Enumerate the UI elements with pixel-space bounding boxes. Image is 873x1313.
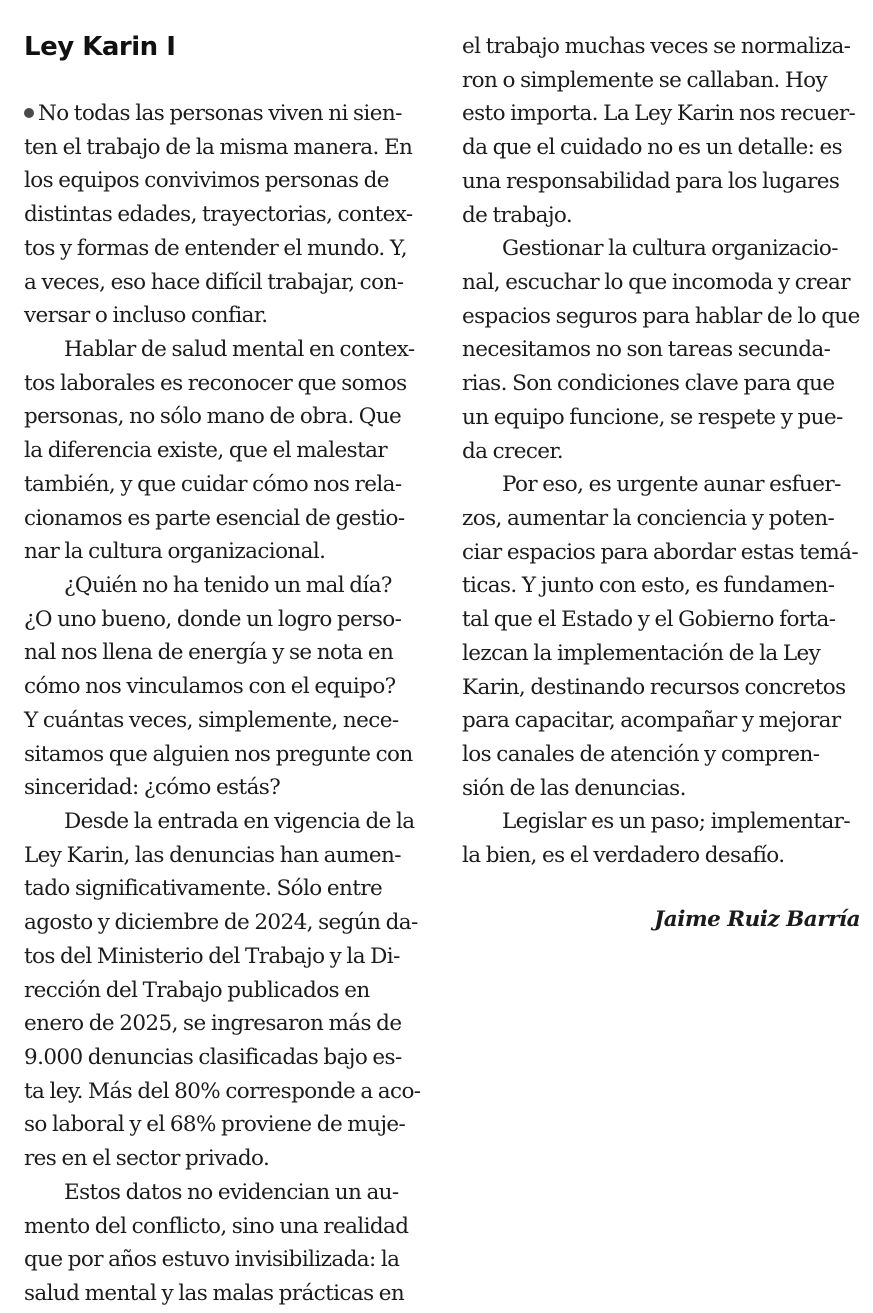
paragraph-9-line-1: Estos datos no evidencian un au-	[64, 1179, 399, 1205]
paragraph-4-line: Ley Karin, las denuncias han aumen-	[24, 842, 401, 868]
paragraph-1-line: a veces, eso hace difícil trabajar, con-	[24, 269, 404, 295]
paragraph-3-line: sinceridad: ¿cómo estás?	[24, 775, 281, 801]
paragraph-5-line: el trabajo muchas veces se normaliza-	[462, 34, 851, 59]
paragraph-4-line: enero de 2025, se ingresaron más de	[24, 1011, 402, 1037]
paragraph-5-line: da que el cuidado no es un detalle: es	[462, 135, 843, 161]
paragraph-2-line: cionamos es parte esencial de gestio-	[24, 505, 405, 531]
paragraph-9-line: que por años estuvo invisibilizada: la	[24, 1247, 400, 1273]
paragraph-2-line: la diferencia existe, que el malestar	[24, 438, 388, 464]
paragraph-1-line: distintas edades, trayectorias, contex-	[24, 202, 413, 228]
paragraph-2-line: nar la cultura organizacional.	[24, 539, 326, 565]
paragraph-3-line: cómo nos vinculamos con el equipo?	[24, 674, 396, 700]
paragraph-9-line: salud mental y las malas prácticas en	[24, 1281, 405, 1306]
paragraph-6-line: da crecer.	[462, 438, 563, 464]
author-signature: Jaime Ruiz Barría	[654, 907, 860, 933]
paragraph-4-line: res en el sector privado.	[24, 1146, 270, 1172]
paragraph-5-line: esto importa. La Ley Karin nos recuer-	[462, 101, 856, 127]
paragraph-7-line: para capacitar, acompañar y mejorar	[462, 708, 841, 734]
paragraph-4-line: so laboral y el 68% proviene de muje-	[24, 1112, 406, 1138]
paragraph-7-line: tal que el Estado y el Gobierno forta-	[462, 607, 836, 633]
paragraph-4-line-1: Desde la entrada en vigencia de la	[64, 809, 415, 834]
paragraph-6-line: un equipo funcione, se respete y pue-	[462, 404, 843, 430]
paragraph-7-line: sión de las denuncias.	[462, 775, 686, 801]
paragraph-8-line-1: Legislar es un paso; implementar-	[502, 809, 851, 835]
paragraph-1-line: versar o incluso confiar.	[24, 303, 268, 329]
paragraph-7-line: lezcan la implementación de la Ley	[462, 640, 821, 666]
paragraph-3-line: nal nos llena de energía y se nota en	[24, 640, 394, 666]
paragraph-2-line: personas, no sólo mano de obra. Que	[24, 404, 402, 430]
paragraph-4-line: ta ley. Más del 80% corresponde a aco-	[24, 1078, 421, 1104]
paragraph-1-line-1: No todas las personas viven ni sien-	[24, 97, 402, 131]
paragraph-4-line: 9.000 denuncias clasificadas bajo es-	[24, 1045, 402, 1070]
paragraph-2-line: tos laborales es reconocer que somos	[24, 370, 407, 396]
paragraph-6-line: necesitamos no son tareas secunda-	[462, 337, 831, 363]
paragraph-7-line: ticas. Y junto con esto, es fundamen-	[462, 573, 835, 599]
paragraph-1-line: los equipos convivimos personas de	[24, 168, 389, 194]
paragraph-7-line: los canales de atención y compren-	[462, 742, 820, 767]
paragraph-1-line: tos y formas de entender el mundo. Y,	[24, 235, 407, 261]
paragraph-2-line: también, y que cuidar cómo nos rela-	[24, 471, 402, 497]
paragraph-6-line: nal, escuchar lo que incomoda y crear	[462, 270, 850, 295]
paragraph-4-line: rección del Trabajo publicados en	[24, 977, 370, 1003]
paragraph-1-line: ten el trabajo de la misma manera. En	[24, 134, 413, 160]
paragraph-5-line: una responsabilidad para los lugares	[462, 168, 840, 194]
paragraph-6-line-1: Gestionar la cultura organizacio-	[502, 236, 838, 262]
paragraph-6-line: espacios seguros para hablar de lo que	[462, 303, 860, 329]
paragraph-3-line: Y cuántas veces, simplemente, nece-	[24, 707, 399, 733]
paragraph-8-line: la bien, es el verdadero desafío.	[462, 843, 785, 869]
paragraph-7-line: ciar espacios para abordar estas temá-	[462, 539, 859, 565]
article-title: Ley Karin I	[24, 32, 176, 62]
paragraph-2-line-1: Hablar de salud mental en contex-	[64, 337, 415, 362]
paragraph-9-line: mento del conflicto, sino una realidad	[24, 1213, 409, 1239]
paragraph-5-line: ron o simplemente se callaban. Hoy	[462, 67, 828, 93]
paragraph-7-line: Karin, destinando recursos concretos	[462, 674, 846, 700]
paragraph-3-line: ¿O uno bueno, donde un logro perso-	[24, 606, 402, 632]
paragraph-3-line: sitamos que alguien nos pregunte con	[24, 741, 413, 767]
paragraph-6-line: rias. Son condiciones clave para que	[462, 371, 835, 397]
paragraph-4-line: tos del Ministerio del Trabajo y la Di-	[24, 943, 400, 969]
paragraph-4-line: agosto y diciembre de 2024, según da-	[24, 910, 418, 936]
paragraph-4-line: tado significativamente. Sólo entre	[24, 876, 383, 902]
paragraph-7-line-1: Por eso, es urgente aunar esfuer-	[502, 472, 841, 498]
paragraph-3-line-1: ¿Quién no ha tenido un mal día?	[64, 573, 392, 598]
bullet-icon	[24, 108, 34, 118]
paragraph-7-line: zos, aumentar la conciencia y poten-	[462, 506, 835, 531]
paragraph-5-line: de trabajo.	[462, 202, 573, 228]
